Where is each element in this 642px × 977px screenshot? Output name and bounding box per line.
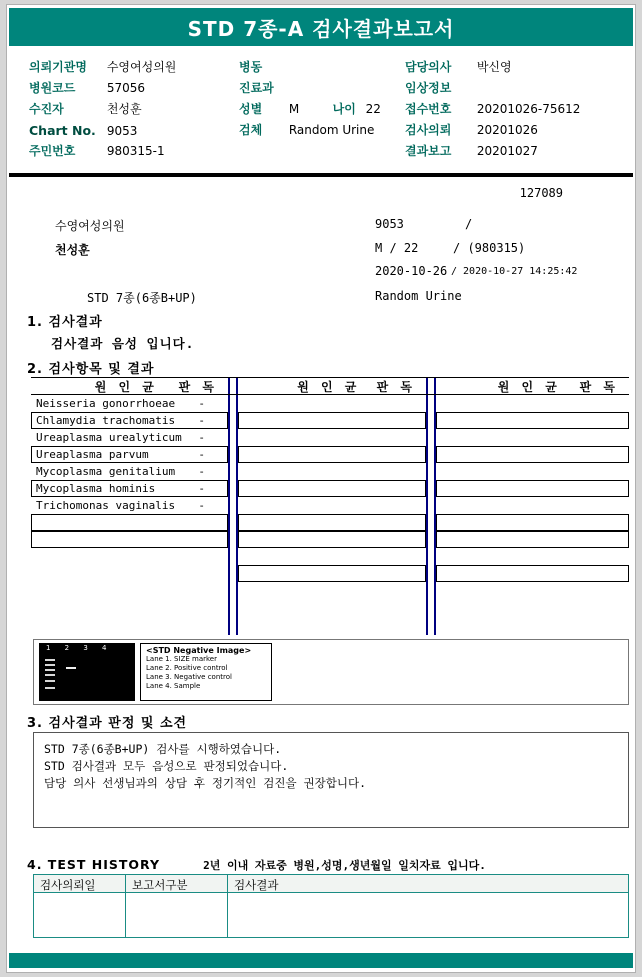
organism-result: - [198, 448, 205, 461]
organism-name: Mycoplasma hominis [36, 482, 156, 495]
comment-line: STD 7종(6종B+UP) 검사를 시행하였습니다. [44, 742, 282, 756]
info-column-middle [239, 57, 381, 141]
section4-heading: 4. TEST HISTORY [27, 857, 161, 872]
info-row-accession-no [405, 99, 580, 120]
info-value: 9053 [106, 124, 138, 138]
organism-name: Chlamydia trachomatis [36, 414, 176, 427]
info-value: 57056 [106, 81, 146, 95]
info-label-age: 나이 [332, 102, 356, 116]
patient-info-header [7, 57, 635, 171]
report-sheet [6, 4, 636, 973]
organism-header: 원 인 균 [497, 380, 561, 394]
info-row-doctor [405, 57, 580, 78]
gel-legend-line: Lane 1. SIZE marker [146, 655, 217, 663]
gel-legend-line: Lane 3. Negative control [146, 673, 232, 681]
gel-band [45, 680, 55, 682]
info-label: 주민번호 [29, 144, 76, 158]
section4-heading-row [27, 854, 615, 873]
summary-request-date: 2020-10-26 [375, 264, 448, 278]
history-header-row [34, 875, 628, 893]
history-header-result: 검사결과 [234, 878, 279, 892]
empty-result-row [436, 463, 629, 480]
empty-result-row [436, 446, 629, 463]
empty-result-row [31, 514, 228, 531]
organism-result: - [198, 397, 205, 410]
history-header-report-type: 보고서구분 [126, 875, 228, 892]
gel-image-section [33, 639, 629, 705]
header-divider [9, 173, 633, 177]
organism-row [31, 446, 228, 463]
empty-result-row [436, 531, 629, 548]
info-row-department [239, 78, 381, 99]
organism-row [31, 480, 228, 497]
gel-caption: <STD Negative Image> [146, 646, 252, 655]
organism-result: - [198, 414, 205, 427]
info-value: 박신영 [476, 60, 512, 74]
info-value: 천성훈 [106, 102, 142, 116]
info-value: 수영여성의원 [106, 60, 177, 74]
organism-result: - [198, 431, 205, 444]
organism-row [31, 395, 228, 412]
empty-result-row [436, 429, 629, 446]
empty-result-row [238, 446, 426, 463]
section2-heading: 2. 검사항목 및 결과 [27, 362, 155, 377]
history-header-request-date: 검사의뢰일 [34, 875, 126, 892]
info-label: 수진자 [29, 102, 64, 116]
empty-result-row [436, 565, 629, 582]
history-cell [228, 893, 628, 937]
organism-name: Mycoplasma genitalium [36, 465, 176, 478]
summary-specimen: Random Urine [375, 289, 462, 303]
info-value: 20201026-75612 [476, 102, 581, 116]
header-group-2 [238, 378, 426, 394]
table-separator-line [426, 377, 436, 635]
info-row-request-date [405, 120, 580, 141]
empty-result-row [436, 548, 629, 565]
empty-result-row [238, 480, 426, 497]
empty-result-row [238, 565, 426, 582]
info-label: 병원코드 [29, 81, 76, 95]
gel-band [45, 669, 55, 671]
header-group-3 [436, 378, 629, 394]
info-value-age: 22 [365, 102, 381, 116]
organism-header: 원 인 균 [297, 380, 361, 394]
info-value: 20201027 [476, 144, 538, 158]
report-number: 127089 [519, 186, 563, 200]
history-cell [34, 893, 126, 937]
report-title: STD 7종-A 검사결과보고서 [187, 16, 455, 41]
empty-result-row [238, 497, 426, 514]
summary-block [7, 205, 635, 309]
summary-hospital: 수영여성의원 [55, 219, 125, 233]
gel-image [39, 643, 135, 701]
summary-patient-name: 천성훈 [55, 243, 90, 257]
empty-result-row [238, 429, 426, 446]
result-rows-group-2 [238, 395, 426, 582]
gel-band [45, 664, 55, 666]
result-header: 판 독 [376, 380, 416, 394]
footer-bar [9, 953, 633, 968]
empty-result-row [238, 531, 426, 548]
test-history-table [33, 874, 629, 938]
info-label: 검사의뢰 [405, 123, 452, 137]
result-header: 판 독 [178, 380, 218, 394]
empty-result-row [238, 412, 426, 429]
info-row-hospital-code [29, 78, 176, 99]
empty-result-row [436, 497, 629, 514]
info-value: 980315-1 [106, 144, 165, 158]
organism-row [31, 497, 228, 514]
info-row-clinical-info [405, 78, 580, 99]
info-value: Random Urine [288, 123, 375, 137]
organism-result: - [198, 482, 205, 495]
summary-chart-slash: / [465, 217, 473, 231]
info-value-sex: M [288, 102, 300, 116]
info-label: 검체 [239, 123, 263, 137]
info-row-resident-no [29, 141, 176, 162]
result-rows-group-1 [31, 395, 228, 548]
empty-result-row [238, 548, 426, 565]
empty-result-row [436, 395, 629, 412]
info-label: 결과보고 [405, 144, 452, 158]
section4-note: 2년 이내 자료중 병원,성명,생년월일 일치자료 입니다. [203, 859, 486, 872]
result-rows-group-3 [436, 395, 629, 582]
empty-result-row [436, 480, 629, 497]
table-separator-line [228, 377, 238, 635]
info-label: 진료과 [239, 81, 274, 95]
summary-test-name: STD 7종(6종B+UP) [87, 291, 197, 305]
organism-name: Ureaplasma parvum [36, 448, 149, 461]
info-label: 담당의사 [405, 60, 452, 74]
summary-chart-no: 9053 [375, 217, 404, 231]
organism-row [31, 463, 228, 480]
info-row-sex-age [239, 99, 381, 120]
gel-legend-line: Lane 4. Sample [146, 682, 201, 690]
summary-report-datetime: / 2020-10-27 14:25:42 [451, 266, 578, 277]
empty-result-row [436, 412, 629, 429]
history-cell [126, 893, 228, 937]
comment-line: STD 검사결과 모두 음성으로 판정되었습니다. [44, 759, 289, 773]
info-row-specimen [239, 120, 381, 141]
info-label: 의뢰기관명 [29, 60, 87, 74]
section3-heading: 3. 검사결과 판정 및 소견 [27, 716, 188, 731]
organism-name: Neisseria gonorrhoeae [36, 397, 176, 410]
section1-heading: 1. 검사결과 [27, 315, 103, 330]
info-row-chart-no [29, 120, 176, 141]
gel-band [45, 659, 55, 661]
result-table-header [31, 377, 629, 395]
gel-lane-numbers: 1 2 3 4 [46, 644, 108, 652]
info-label: 임상정보 [405, 81, 452, 95]
empty-result-row [436, 514, 629, 531]
summary-birth: / (980315) [453, 241, 526, 255]
info-label: 접수번호 [405, 102, 452, 116]
info-label: Chart No. [29, 123, 96, 138]
comment-line: 담당 의사 선생님과의 상담 후 정기적인 검진을 권장합니다. [44, 776, 367, 790]
organism-row [31, 412, 228, 429]
header-group-1 [31, 378, 228, 394]
result-table [31, 377, 629, 635]
organism-row [31, 429, 228, 446]
info-row-patient [29, 99, 176, 120]
info-value: 20201026 [476, 123, 538, 137]
empty-result-row [238, 395, 426, 412]
empty-result-row [238, 463, 426, 480]
info-row-report-date [405, 141, 580, 162]
organism-result: - [198, 499, 205, 512]
report-title-bar [9, 8, 633, 46]
section3-comment-box [33, 732, 629, 828]
info-column-right [405, 57, 580, 162]
gel-legend-line: Lane 2. Positive control [146, 664, 228, 672]
section1-result-text: 검사결과 음성 입니다. [51, 336, 195, 351]
history-body-row [34, 893, 628, 937]
empty-result-row [31, 531, 228, 548]
info-row-ward [239, 57, 381, 78]
info-label: 병동 [239, 60, 263, 74]
organism-result: - [198, 465, 205, 478]
info-row-request-org [29, 57, 176, 78]
organism-name: Trichomonas vaginalis [36, 499, 176, 512]
result-header: 판 독 [579, 380, 619, 394]
summary-sex-age: M / 22 [375, 241, 419, 255]
gel-band [66, 667, 76, 669]
gel-band [45, 674, 55, 676]
info-column-left [29, 57, 176, 162]
info-label-sex: 성별 [239, 102, 263, 116]
gel-legend [140, 643, 272, 701]
organism-header: 원 인 균 [94, 380, 158, 394]
organism-name: Ureaplasma urealyticum [36, 431, 182, 444]
empty-result-row [238, 514, 426, 531]
gel-band [45, 687, 55, 689]
